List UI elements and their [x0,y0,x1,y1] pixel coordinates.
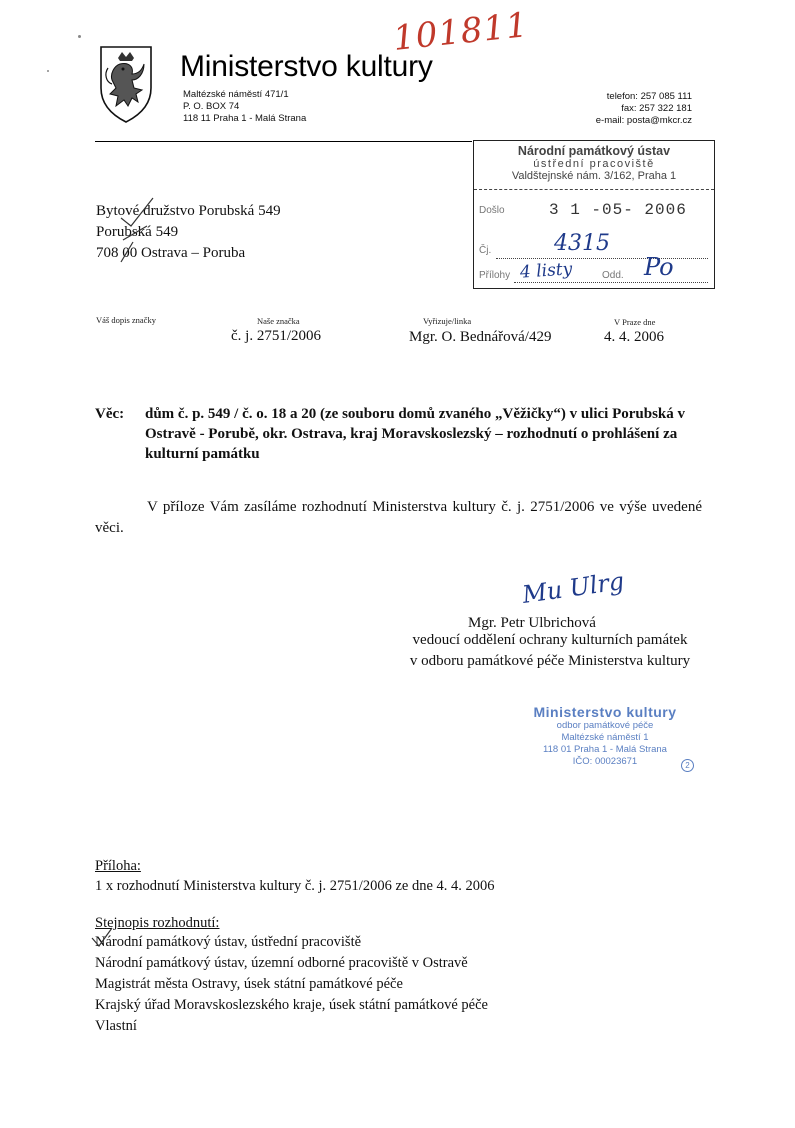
copies-label: Stejnopis rozhodnutí: [95,915,220,931]
subject-text: dům č. p. 549 / č. o. 18 a 20 (ze souboru domů zvaného „Věžičky“) v ulici Porubská v Ostravě - Porubě, okr. Ostrava, kraj Moravskoslezský – rozhodnutí o prohlášení za kulturní památku [145,406,686,462]
official-stamp-title: Ministerstvo kultury [533,704,677,720]
body-paragraph: V příloze Vám zasíláme rozhodnutí Ministerstva kultury č. j. 2751/2006 ve výše uvedené věci. [95,499,702,536]
stamp-address: Valdštejnské nám. 3/162, Praha 1 [511,170,677,182]
attachment-label: Příloha: [95,858,141,874]
stamp-sheets-label: Přílohy [479,270,511,281]
recipient-line: Porubská 549 [96,224,179,240]
signatory-role [395,630,705,672]
signatory-name: Mgr. Petr Ulbrichová [468,615,596,631]
copy-recipient: Vlastní [95,1018,137,1034]
address-line: Maltézské náměstí 471/1 [183,89,289,100]
official-stamp-line: IČO: 00023671 [572,756,638,767]
official-stamp [506,704,704,768]
stamp-institution: Národní památkový ústav [517,144,671,158]
attachment-text: 1 x rozhodnutí Ministerstva kultury č. j. 2751/2006 ze dne 4. 4. 2006 [95,878,495,894]
address-line: 118 11 Praha 1 - Malá Strana [183,113,307,124]
handwritten-signature: Mu Ulrg [520,567,626,609]
email-line: e-mail: posta@mkcr.cz [595,115,692,126]
our-ref-value: č. j. 2751/2006 [231,328,321,344]
stamp-number-mark-text: 2 [685,761,690,770]
role-line: vedoucí oddělení ochrany kulturních památek [412,632,688,648]
stamp-bottom-line [514,282,708,283]
stamp-number-mark [681,759,694,772]
copy-recipient: Magistrát města Ostravy, úsek státní památkové péče [95,976,403,992]
stamp-dept-value: Po [644,253,674,281]
pen-check-mark [90,926,114,955]
stamp-sheets-value: 4 listy [519,259,573,283]
stamp-date-label: Došlo [479,205,505,216]
handwritten-number: 101811 [391,5,531,59]
stamp-department: ústřední pracoviště [533,158,655,170]
stamp-divider [474,189,714,190]
copy-recipient: Národní památkový ústav, územní odborné pracoviště v Ostravě [95,955,468,971]
your-ref-label: Váš dopis značky [96,315,156,325]
copy-recipient: Krajský úřad Moravskoslezského kraje, úsek státní památkové péče [95,997,488,1013]
recipient-line: 708 00 Ostrava – Poruba [96,245,246,261]
role-line: v odboru památkové péče Ministerstva kultury [409,653,691,669]
stamp-dept-label: Odd. [602,270,624,281]
letterhead-divider [95,141,472,142]
handled-label: Vyřizuje/linka [423,316,472,326]
official-stamp-line: odbor památkové péče [556,720,654,731]
fax-line: fax: 257 322 181 [621,103,692,114]
intake-stamp [473,140,715,289]
official-stamp-line: 118 01 Praha 1 - Malá Strana [543,744,667,755]
recipient-line: Bytové družstvo Porubská 549 [96,203,281,219]
copy-recipient: Národní památkový ústav, ústřední pracoviště [95,934,362,950]
letterhead-title: Ministerstvo kultury [180,50,433,83]
our-ref-label: Naše značka [257,316,300,326]
phone-line: telefon: 257 085 111 [606,91,692,102]
handled-value: Mgr. O. Bednářová/429 [409,329,552,345]
stamp-date-value: 3 1 -05- 2006 [549,201,687,219]
copies-list [95,932,488,1037]
pen-check-mark [117,196,167,271]
stamp-number-line [496,258,708,259]
scan-speck [78,35,81,38]
stamp-number-label: Čj. [479,245,492,256]
letterhead-contact [596,91,692,127]
subject-label: Věc: [95,406,125,422]
scan-speck [47,70,49,72]
letterhead-address [183,89,306,125]
place-date-value: 4. 4. 2006 [604,329,664,345]
address-line: P. O. BOX 74 [183,101,240,112]
stamp-number-value: 4315 [554,231,610,256]
official-stamp-line: Maltézské náměstí 1 [561,732,649,743]
coat-of-arms-logo [98,44,154,124]
place-date-label: V Praze dne [614,317,656,327]
